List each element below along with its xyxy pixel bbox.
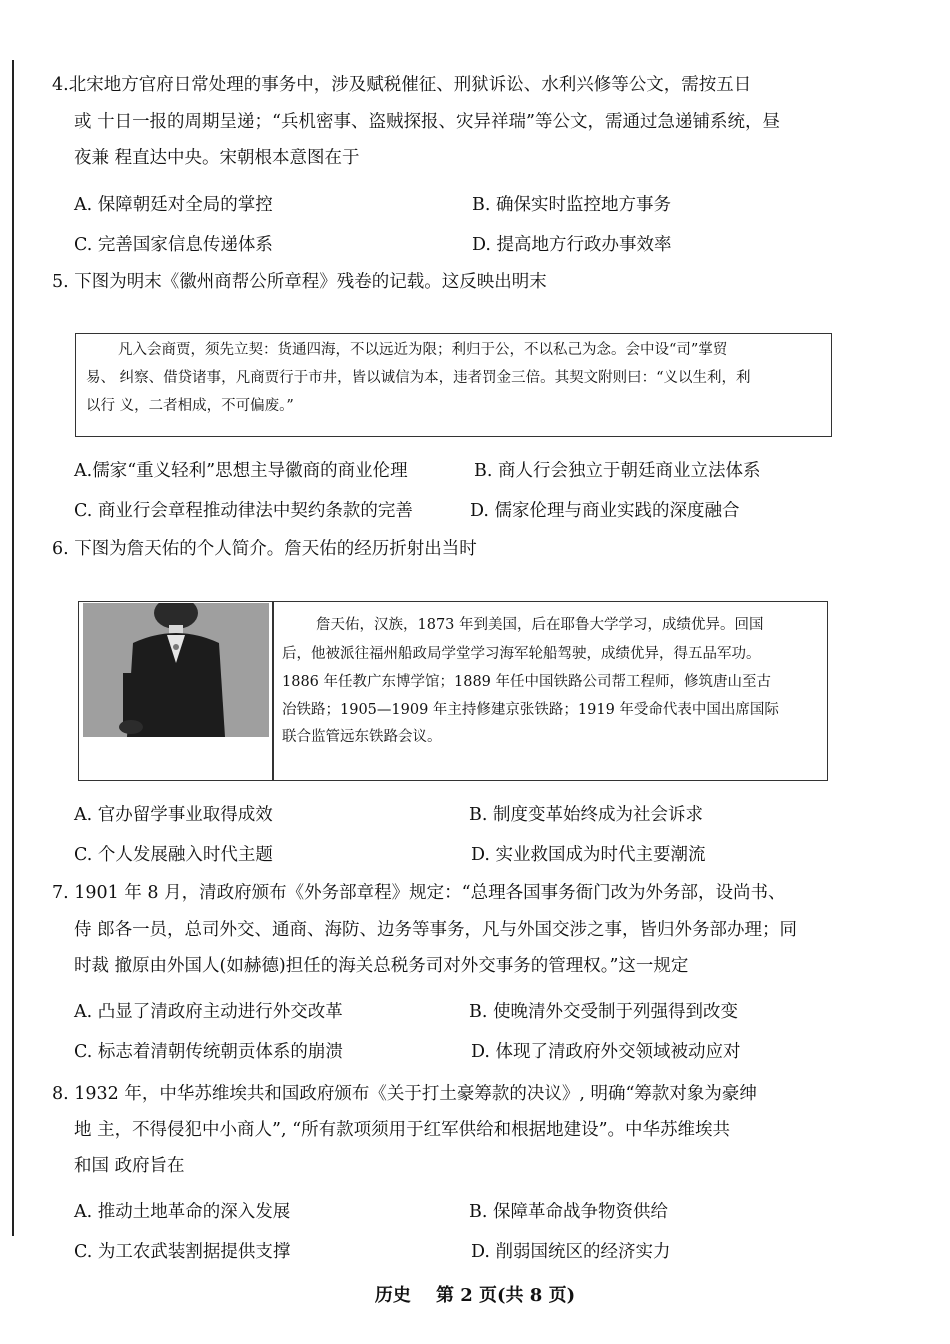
table-divider — [272, 602, 274, 780]
margin-line — [12, 60, 14, 1236]
q6-bio-line-4: 冶铁路；1905—1909 年主持修建京张铁路；1919 年受命代表中国出席国际 — [282, 702, 779, 718]
q6-option-a[interactable]: A. 官办留学事业取得成效 — [74, 805, 273, 825]
q4-option-b[interactable]: B. 确保实时监控地方事务 — [472, 195, 671, 215]
q5-source-box — [75, 333, 832, 437]
q6-bio-line-3: 1886 年任教广东博学馆；1889 年任中国铁路公司帮工程师，修筑唐山至古 — [282, 674, 772, 690]
q7-option-b[interactable]: B. 使晚清外交受制于列强得到改变 — [469, 1002, 738, 1022]
portrait-figure-icon — [83, 603, 269, 737]
q8-option-a[interactable]: A. 推动土地革命的深入发展 — [74, 1202, 291, 1222]
q6-option-c[interactable]: C. 个人发展融入时代主题 — [74, 845, 273, 865]
q7-option-a[interactable]: A. 凸显了清政府主动进行外交改革 — [74, 1002, 343, 1022]
q6-bio-line-1: 詹天佑，汉族，1873 年到美国，后在耶鲁大学学习，成绩优异。回国 — [316, 617, 764, 633]
q5-source-line-1: 凡入会商贾，须先立契：货通四海，不以远近为限；利归于公，不以私己为念。会中设“司”掌贸 — [118, 342, 728, 358]
q8-option-b[interactable]: B. 保障革命战争物资供给 — [469, 1202, 668, 1222]
page-footer: 历史 第 2 页(共 8 页) — [374, 1285, 576, 1306]
q4-option-a[interactable]: A. 保障朝廷对全局的掌控 — [74, 195, 273, 215]
q5-source-line-3: 以行 义，二者相成，不可偏废。” — [86, 398, 294, 414]
q5-option-a[interactable]: A.儒家“重义轻利”思想主导徽商的商业伦理 — [74, 461, 408, 481]
q4-stem-line-3: 夜兼 程直达中央。宋朝根本意图在于 — [74, 148, 360, 168]
q4-option-d[interactable]: D. 提高地方行政办事效率 — [472, 235, 672, 255]
q8-stem-line-3: 和国 政府旨在 — [74, 1156, 185, 1176]
q8-option-c[interactable]: C. 为工农武装割据提供支撑 — [74, 1242, 291, 1262]
q8-stem-line-1: 8. 1932 年，中华苏维埃共和国政府颁布《关于打土豪筹款的决议》, 明确“筹款对象为豪绅 — [52, 1084, 757, 1104]
portrait-photo — [83, 603, 269, 737]
q7-option-d[interactable]: D. 体现了清政府外交领域被动应对 — [471, 1042, 741, 1062]
q6-option-d[interactable]: D. 实业救国成为时代主要潮流 — [471, 845, 706, 865]
q7-stem-line-3: 时裁 撤原由外国人(如赫德)担任的海关总税务司对外交事务的管理权。”这一规定 — [74, 956, 689, 976]
q6-option-b[interactable]: B. 制度变革始终成为社会诉求 — [469, 805, 703, 825]
q5-option-b[interactable]: B. 商人行会独立于朝廷商业立法体系 — [474, 461, 761, 481]
q4-option-c[interactable]: C. 完善国家信息传递体系 — [74, 235, 273, 255]
q6-profile-table — [78, 601, 828, 781]
q4-stem-line-1: 4.北宋地方官府日常处理的事务中，涉及赋税催征、刑狱诉讼、水利兴修等公文，需按五日 — [52, 75, 752, 95]
q7-stem-line-1: 7. 1901 年 8 月，清政府颁布《外务部章程》规定：“总理各国事务衙门改为外务部，设尚书、 — [52, 883, 786, 903]
q5-stem-line-1: 5. 下图为明末《徽州商帮公所章程》残卷的记载。这反映出明末 — [52, 272, 547, 292]
q5-option-d[interactable]: D. 儒家伦理与商业实践的深度融合 — [470, 501, 740, 521]
q7-stem-line-2: 侍 郎各一员，总司外交、通商、海防、边务等事务，凡与外国交涉之事，皆归外务部办理；同 — [74, 920, 798, 940]
q7-option-c[interactable]: C. 标志着清朝传统朝贡体系的崩溃 — [74, 1042, 343, 1062]
q4-stem-line-2: 或 十日一报的周期呈递；“兵机密事、盗贼探报、灾异祥瑞”等公文，需通过急递铺系统，昼 — [74, 112, 780, 132]
q6-bio-line-2: 后，他被派往福州船政局学堂学习海军轮船驾驶，成绩优异，得五品军功。 — [282, 646, 761, 662]
q6-bio-line-5: 联合监管远东铁路会议。 — [282, 729, 442, 745]
q8-option-d[interactable]: D. 削弱国统区的经济实力 — [471, 1242, 671, 1262]
q8-stem-line-2: 地 主，不得侵犯中小商人”, “所有款项须用于红军供给和根据地建设”。中华苏维埃共 — [74, 1120, 731, 1140]
q6-stem-line-1: 6. 下图为詹天佑的个人简介。詹天佑的经历折射出当时 — [52, 539, 477, 559]
q5-source-line-2: 易、 纠察、借贷诸事，凡商贾行于市井，皆以诚信为本，违者罚金三倍。其契文附则曰：“义以生利，利 — [86, 370, 751, 386]
q5-option-c[interactable]: C. 商业行会章程推动律法中契约条款的完善 — [74, 501, 413, 521]
